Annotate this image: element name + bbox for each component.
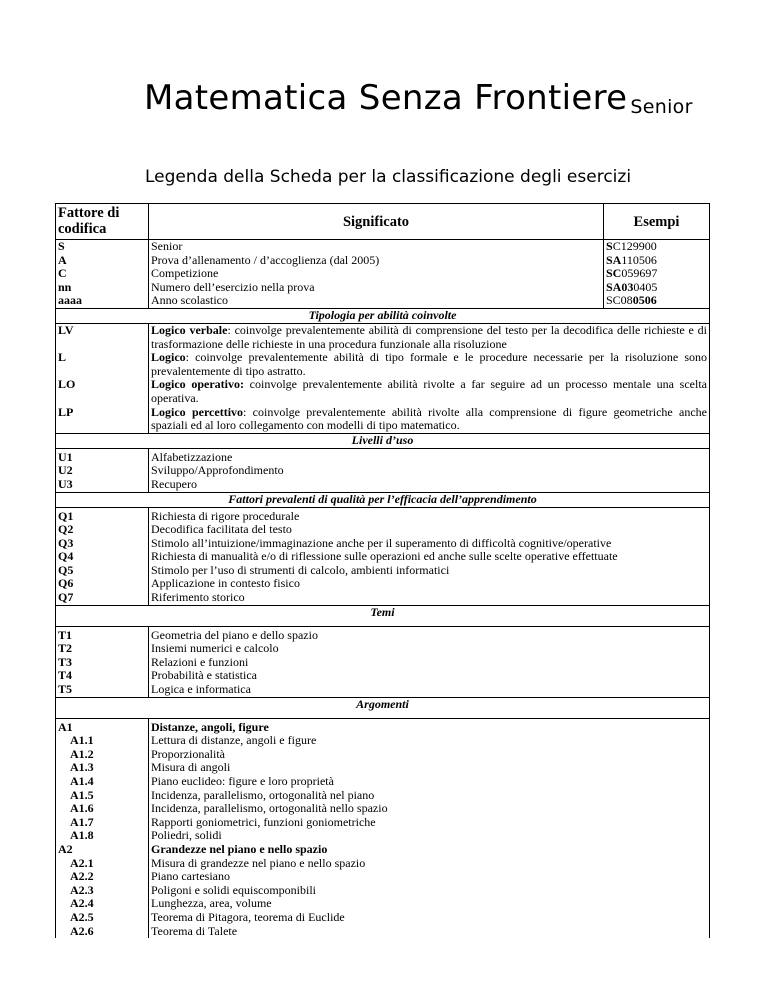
items-column (149, 448, 710, 492)
description: : coinvolge prevalentemente abilità rivolte alla comprensione di figure geometriche anche spaziali ed al loro collegamento con modelli di tipo matematico. (151, 404, 708, 433)
list-item: Stimolo per l’uso di strumenti di calcolo, ambienti informatici (151, 562, 450, 577)
title-word-1: atematica (173, 78, 359, 118)
description: : coinvolge prevalentemente abilità di comprensione del testo per la decodifica delle richieste e di trasformazione delle richieste in una procedura funzionale alla risoluzione (151, 322, 708, 351)
codes-section (56, 240, 710, 309)
col-header-fattore: Fattore di codifica (56, 204, 149, 240)
items-column (149, 626, 710, 697)
page-subtitle: Legenda della Scheda per la classificazione degli esercizi (145, 167, 632, 187)
codes-column (56, 507, 149, 605)
section-heading-row (56, 433, 710, 448)
list-item: Decodifica facilitata del testo (151, 522, 292, 537)
title-word-3: rontiere (491, 78, 628, 118)
example-bold-part: S (606, 239, 613, 253)
example-cell (606, 254, 707, 268)
example-rest: C129900 (612, 239, 657, 253)
code-cell: T5 (58, 682, 73, 697)
description-cell (149, 406, 710, 434)
code-cell: A2.2 (70, 869, 94, 884)
list-item: Richiesta di manualità e/o di riflessione sulle operazioni ed anche sulle scelte operative effettuate (151, 549, 618, 564)
code-cell: A2.1 (70, 855, 94, 870)
list-item: Teorema di Talete (151, 923, 238, 938)
list-item: Piano euclideo: figure e loro proprietà (151, 774, 334, 788)
list-item: Proporzionalità (151, 746, 225, 761)
title-letter-s: S (358, 78, 381, 118)
livelli-block (56, 448, 710, 492)
section-heading-row (56, 697, 710, 718)
example-cell (606, 294, 707, 308)
code-cell: L (56, 351, 149, 378)
code-cell: A1.6 (70, 801, 94, 816)
meaning-cell: Prova d’allenamento / d’accoglienza (dal 2005) (151, 252, 380, 267)
list-item: Alfabetizzazione (151, 449, 233, 464)
code-cell: A2.3 (70, 882, 94, 897)
title-letter-m: M (144, 78, 174, 118)
section-heading-row (56, 308, 710, 323)
code-cell: U2 (58, 463, 73, 478)
code-cell: T3 (58, 654, 73, 669)
code-cell: A1.1 (70, 733, 94, 748)
code-cell: Q6 (58, 576, 74, 591)
code-cell: LV (56, 323, 149, 351)
code-cell: T1 (58, 627, 73, 642)
example-cell (606, 240, 707, 254)
title-word-2: enza (380, 78, 475, 118)
examples-column (604, 240, 710, 309)
list-item: Lunghezza, area, volume (151, 896, 272, 911)
list-item: Insiemi numerici e calcolo (151, 641, 279, 656)
section-heading-argomenti: Argomenti (56, 697, 710, 718)
group-heading: Distanze, angoli, figure (151, 719, 269, 734)
code-cell: U3 (58, 476, 73, 491)
temi-block (56, 626, 710, 697)
section-heading-livelli: Livelli d’uso (56, 433, 710, 448)
legend-table (55, 203, 710, 938)
code-cell: nn (58, 279, 72, 294)
description-cell (149, 323, 710, 351)
list-item: Logica e informatica (151, 682, 251, 697)
list-item: Lettura di distanze, angoli e figure (151, 733, 317, 748)
list-item: Misura di angoli (151, 760, 231, 775)
description: coinvolge prevalentemente abilità rivolte a far seguire ad un processo mentale una scelta operativa. (151, 377, 707, 405)
code-cell: A1.5 (70, 787, 94, 802)
code-cell: Q2 (58, 522, 74, 537)
list-item: Stimolo all’intuizione/immaginazione anche per il superamento di difficoltà cognitive/operative (151, 535, 612, 550)
section-heading-temi: Temi (56, 605, 710, 626)
example-rest: SC08 (606, 293, 633, 308)
col-header-esempi: Esempi (604, 204, 710, 240)
tipologia-row (56, 323, 710, 351)
meaning-cell: Numero dell’esercizio nella prova (151, 279, 315, 294)
code-cell: Q5 (58, 562, 74, 577)
meaning-cell: Anno scolastico (151, 293, 228, 308)
tipologia-row (56, 406, 710, 434)
section-heading-fattori: Fattori prevalenti di qualità per l’efficacia dell’apprendimento (56, 492, 710, 507)
codes-column (56, 240, 149, 309)
table-header-row (56, 204, 710, 240)
list-item: Applicazione in contesto fisico (151, 576, 300, 591)
tipologia-row (56, 378, 710, 405)
code-cell: A2.4 (70, 896, 94, 911)
tipologia-row (56, 351, 710, 378)
code-cell: A1 (58, 719, 73, 734)
code-cell: A1.4 (70, 774, 94, 788)
list-item: Relazioni e funzioni (151, 654, 249, 669)
meaning-cell: Senior (151, 239, 183, 253)
code-cell: A1.3 (70, 760, 94, 775)
code-cell: S (58, 239, 65, 253)
section-heading-row (56, 492, 710, 507)
page-title (144, 78, 693, 118)
code-cell: A2.5 (70, 909, 94, 924)
list-item: Teorema di Pitagora, teorema di Euclide (151, 909, 345, 924)
code-cell: U1 (58, 449, 73, 464)
codes-column (56, 448, 149, 492)
term: Logico percettivo (151, 404, 244, 419)
codes-column (56, 718, 149, 938)
code-cell: aaaa (58, 293, 82, 308)
list-item: Richiesta di rigore procedurale (151, 508, 300, 523)
title-letter-f: F (474, 78, 492, 118)
example-bold-part: 0506 (632, 293, 657, 308)
argomenti-block (56, 718, 710, 938)
code-cell: C (58, 266, 67, 281)
items-column (149, 718, 710, 938)
codes-column (56, 626, 149, 697)
list-item: Incidenza, parallelismo, ortogonalità nel piano (151, 787, 375, 802)
example-bold-part: SC (606, 266, 622, 281)
list-item: Rapporti goniometrici, funzioni goniometriche (151, 814, 376, 829)
list-item: Incidenza, parallelismo, ortogonalità nello spazio (151, 801, 388, 816)
list-item: Recupero (151, 476, 197, 491)
description-cell (149, 351, 710, 378)
list-item: Sviluppo/Approfondimento (151, 463, 284, 478)
code-cell: A1.2 (70, 746, 94, 761)
code-cell: T2 (58, 641, 73, 656)
col-header-significato: Significato (149, 204, 604, 240)
code-cell: Q4 (58, 549, 74, 564)
term: Logico operativo: (151, 377, 244, 392)
example-bold-part: SA03 (606, 279, 634, 294)
code-cell: Q1 (58, 508, 74, 523)
term: Logico verbale (151, 322, 228, 337)
section-heading-row (56, 605, 710, 626)
fattori-block (56, 507, 710, 605)
example-rest: 110506 (621, 252, 657, 267)
description-cell (149, 378, 710, 405)
code-cell: LO (56, 378, 149, 405)
code-cell: Q3 (58, 535, 74, 550)
list-item: Poliedri, solidi (151, 828, 222, 843)
example-rest: 059697 (621, 266, 658, 281)
code-cell: LP (56, 406, 149, 434)
list-item: Misura di grandezze nel piano e nello spazio (151, 855, 366, 870)
code-cell: A2 (58, 841, 73, 856)
meanings-column (149, 240, 604, 309)
code-cell: A1.8 (70, 828, 94, 843)
example-cell (606, 281, 707, 295)
code-cell: Q7 (58, 590, 74, 605)
list-item: Riferimento storico (151, 590, 245, 605)
meaning-cell: Competizione (151, 266, 219, 281)
group-heading: Grandezze nel piano e nello spazio (151, 841, 328, 856)
term: Logico (151, 350, 186, 365)
description: : coinvolge prevalentemente abilità di tipo formale e le procedure necessarie per la risoluzione sono prevalentemente di tipo astratto. (151, 350, 707, 378)
code-cell: A1.7 (70, 814, 94, 829)
list-item: Geometria del piano e dello spazio (151, 627, 318, 642)
code-cell: A (58, 252, 67, 267)
list-item: Poligoni e solidi equiscomponibili (151, 882, 316, 897)
example-rest: 0405 (633, 279, 658, 294)
list-item: Piano cartesiano (151, 869, 230, 884)
section-heading-tipologia: Tipologia per abilità coinvolte (56, 308, 710, 323)
example-cell (606, 267, 707, 281)
code-cell: T4 (58, 668, 73, 683)
code-cell: A2.6 (70, 923, 94, 938)
items-column (149, 507, 710, 605)
list-item: Probabilità e statistica (151, 668, 257, 683)
example-bold-part: SA (606, 252, 622, 267)
title-suffix: Senior (630, 96, 693, 118)
